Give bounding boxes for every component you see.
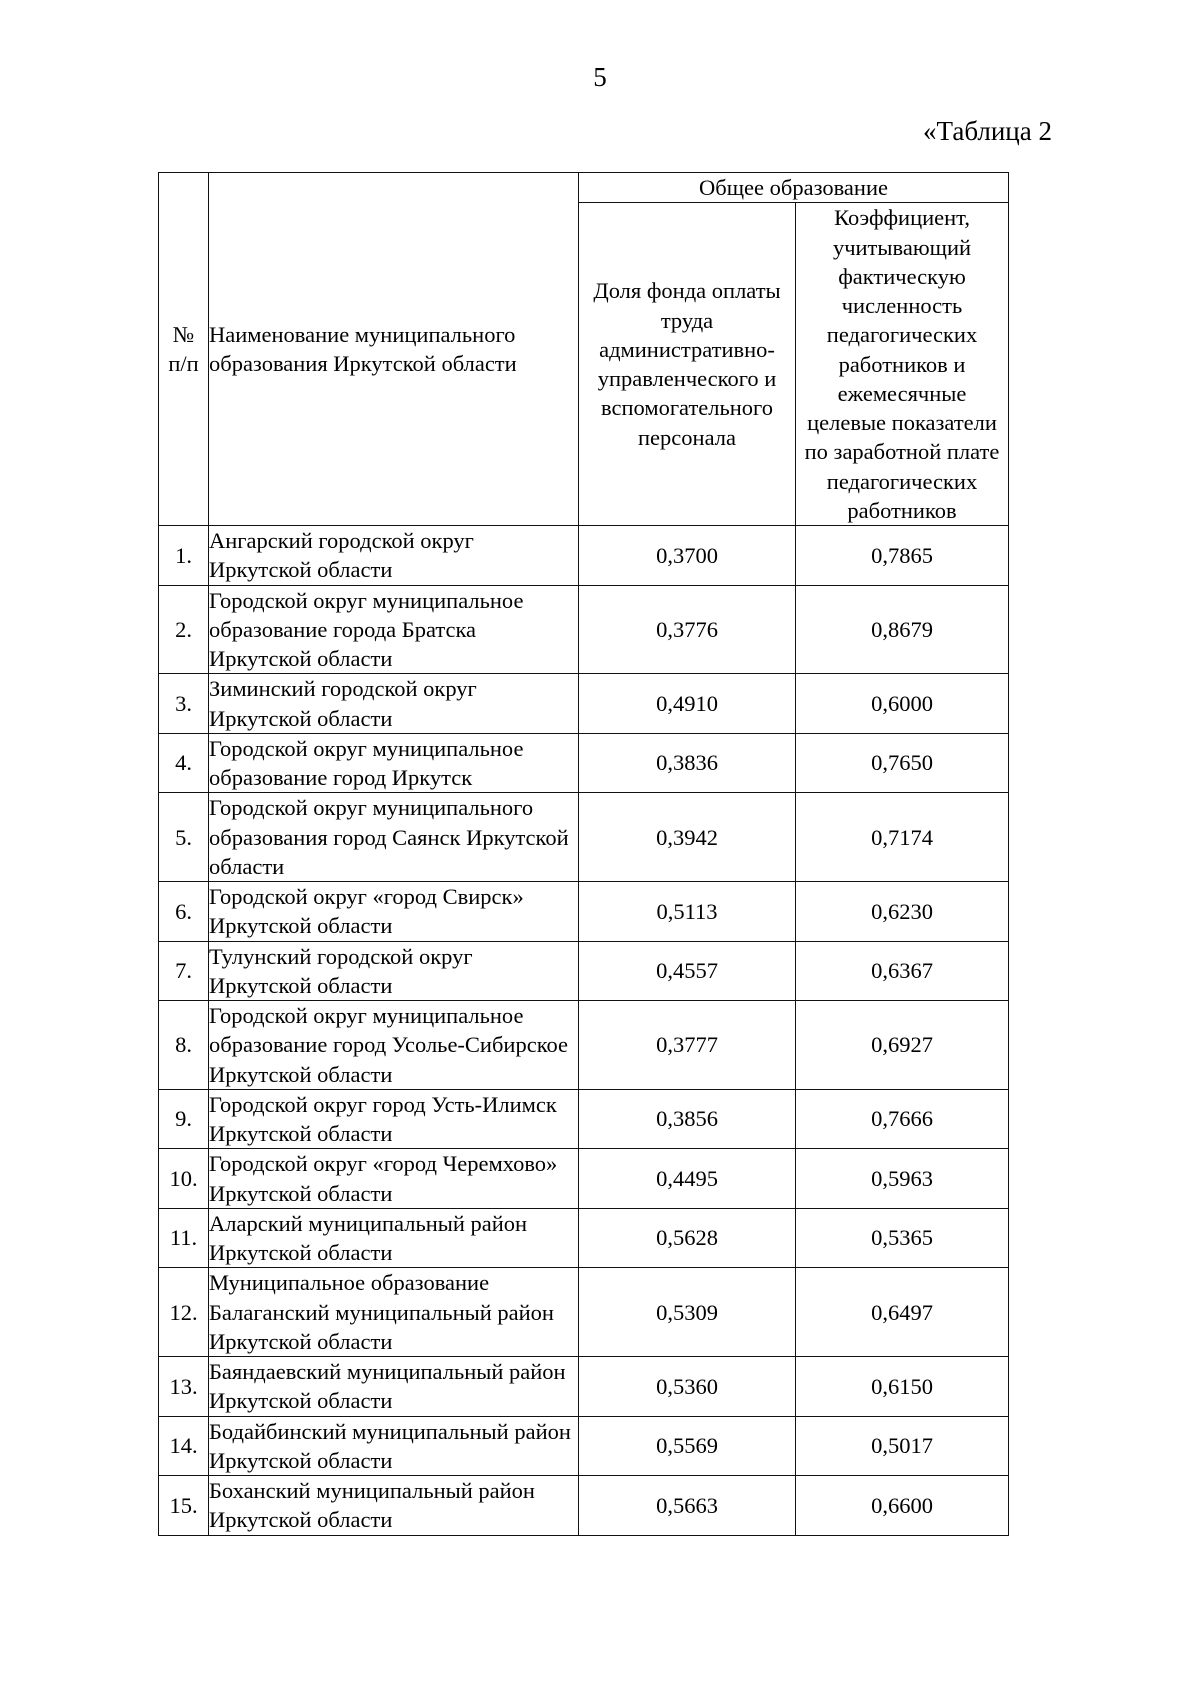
coefficient-value: 0,8679 (796, 585, 1009, 674)
municipality-name: Тулунский городской округ Иркутской области (209, 941, 579, 1001)
header-coefficient: Коэффициент, учитывающий фактическую численность педагогических работников и ежемесячные целевые показатели по заработной плате педагогических работников (796, 203, 1009, 526)
table-row (159, 674, 1009, 734)
municipality-name: Аларский муниципальный район Иркутской области (209, 1208, 579, 1268)
coefficient-value: 0,7174 (796, 793, 1009, 882)
payroll-share-value: 0,3700 (579, 526, 796, 586)
coefficient-value: 0,6150 (796, 1357, 1009, 1417)
row-number: 10. (159, 1149, 209, 1209)
municipality-name: Городской округ муниципальное образование город Иркутск (209, 733, 579, 793)
table-row (159, 941, 1009, 1001)
table-row (159, 585, 1009, 674)
row-number: 7. (159, 941, 209, 1001)
row-number: 5. (159, 793, 209, 882)
page-number: 5 (593, 62, 607, 92)
payroll-share-value: 0,3836 (579, 733, 796, 793)
row-number: 8. (159, 1001, 209, 1090)
header-municipality-name: Наименование муниципального образования Иркутской области (209, 173, 579, 526)
payroll-share-value: 0,3776 (579, 585, 796, 674)
coefficient-value: 0,6497 (796, 1268, 1009, 1357)
table-caption: «Таблица 2 (923, 116, 1052, 146)
row-number: 14. (159, 1416, 209, 1476)
coefficient-value: 0,5017 (796, 1416, 1009, 1476)
row-number: 11. (159, 1208, 209, 1268)
header-payroll-share: Доля фонда оплаты труда административно-управленческого и вспомогательного персонала (579, 203, 796, 526)
municipality-name: Городской округ муниципального образования город Саянск Иркутской области (209, 793, 579, 882)
row-number: 13. (159, 1357, 209, 1417)
row-number: 6. (159, 882, 209, 942)
municipality-name: Зиминский городской округ Иркутской области (209, 674, 579, 734)
table-row (159, 1416, 1009, 1476)
coefficient-value: 0,7650 (796, 733, 1009, 793)
coefficient-value: 0,6000 (796, 674, 1009, 734)
payroll-share-value: 0,4557 (579, 941, 796, 1001)
payroll-share-value: 0,4495 (579, 1149, 796, 1209)
coefficient-value: 0,5963 (796, 1149, 1009, 1209)
table-row (159, 882, 1009, 942)
municipality-name: Городской округ муниципальное образование города Братска Иркутской области (209, 585, 579, 674)
row-number: 2. (159, 585, 209, 674)
header-row-number (159, 173, 209, 526)
payroll-share-value: 0,3942 (579, 793, 796, 882)
municipality-name: Городской округ город Усть-Илимск Иркутской области (209, 1089, 579, 1149)
table-row (159, 733, 1009, 793)
municipality-name: Городской округ «город Свирск» Иркутской области (209, 882, 579, 942)
payroll-share-value: 0,3777 (579, 1001, 796, 1090)
table-row (159, 526, 1009, 586)
table-row (159, 1208, 1009, 1268)
municipality-name: Городской округ муниципальное образование город Усолье-Сибирское Иркутской области (209, 1001, 579, 1090)
payroll-share-value: 0,5309 (579, 1268, 796, 1357)
row-number: 12. (159, 1268, 209, 1357)
table-row (159, 1357, 1009, 1417)
table-row (159, 1149, 1009, 1209)
municipality-name: Баяндаевский муниципальный район Иркутской области (209, 1357, 579, 1417)
row-number: 15. (159, 1476, 209, 1536)
row-number: 1. (159, 526, 209, 586)
table-row (159, 1001, 1009, 1090)
header-row-number-line2: п/п (168, 351, 199, 376)
payroll-share-value: 0,5663 (579, 1476, 796, 1536)
table-head (159, 173, 1009, 526)
coefficient-value: 0,6600 (796, 1476, 1009, 1536)
coefficients-table (158, 172, 1009, 1536)
row-number: 3. (159, 674, 209, 734)
table-row (159, 1476, 1009, 1536)
payroll-share-value: 0,4910 (579, 674, 796, 734)
coefficient-value: 0,7666 (796, 1089, 1009, 1149)
coefficient-value: 0,6367 (796, 941, 1009, 1001)
header-row-number-line1: № (172, 321, 195, 347)
payroll-share-value: 0,5628 (579, 1208, 796, 1268)
row-number: 4. (159, 733, 209, 793)
payroll-share-value: 0,5569 (579, 1416, 796, 1476)
table-header-group-row (159, 173, 1009, 203)
table-row (159, 1268, 1009, 1357)
coefficient-value: 0,5365 (796, 1208, 1009, 1268)
municipality-name: Ангарский городской округ Иркутской области (209, 526, 579, 586)
municipality-name: Муниципальное образование Балаганский муниципальный район Иркутской области (209, 1268, 579, 1357)
table-row (159, 1089, 1009, 1149)
payroll-share-value: 0,5360 (579, 1357, 796, 1417)
table-body (159, 526, 1009, 1536)
coefficient-value: 0,6927 (796, 1001, 1009, 1090)
municipality-name: Боханский муниципальный район Иркутской области (209, 1476, 579, 1536)
payroll-share-value: 0,5113 (579, 882, 796, 942)
coefficient-value: 0,6230 (796, 882, 1009, 942)
coefficient-value: 0,7865 (796, 526, 1009, 586)
table-row (159, 793, 1009, 882)
payroll-share-value: 0,3856 (579, 1089, 796, 1149)
header-general-education: Общее образование (579, 173, 1009, 203)
municipality-name: Бодайбинский муниципальный район Иркутской области (209, 1416, 579, 1476)
municipality-name: Городской округ «город Черемхово» Иркутской области (209, 1149, 579, 1209)
row-number: 9. (159, 1089, 209, 1149)
